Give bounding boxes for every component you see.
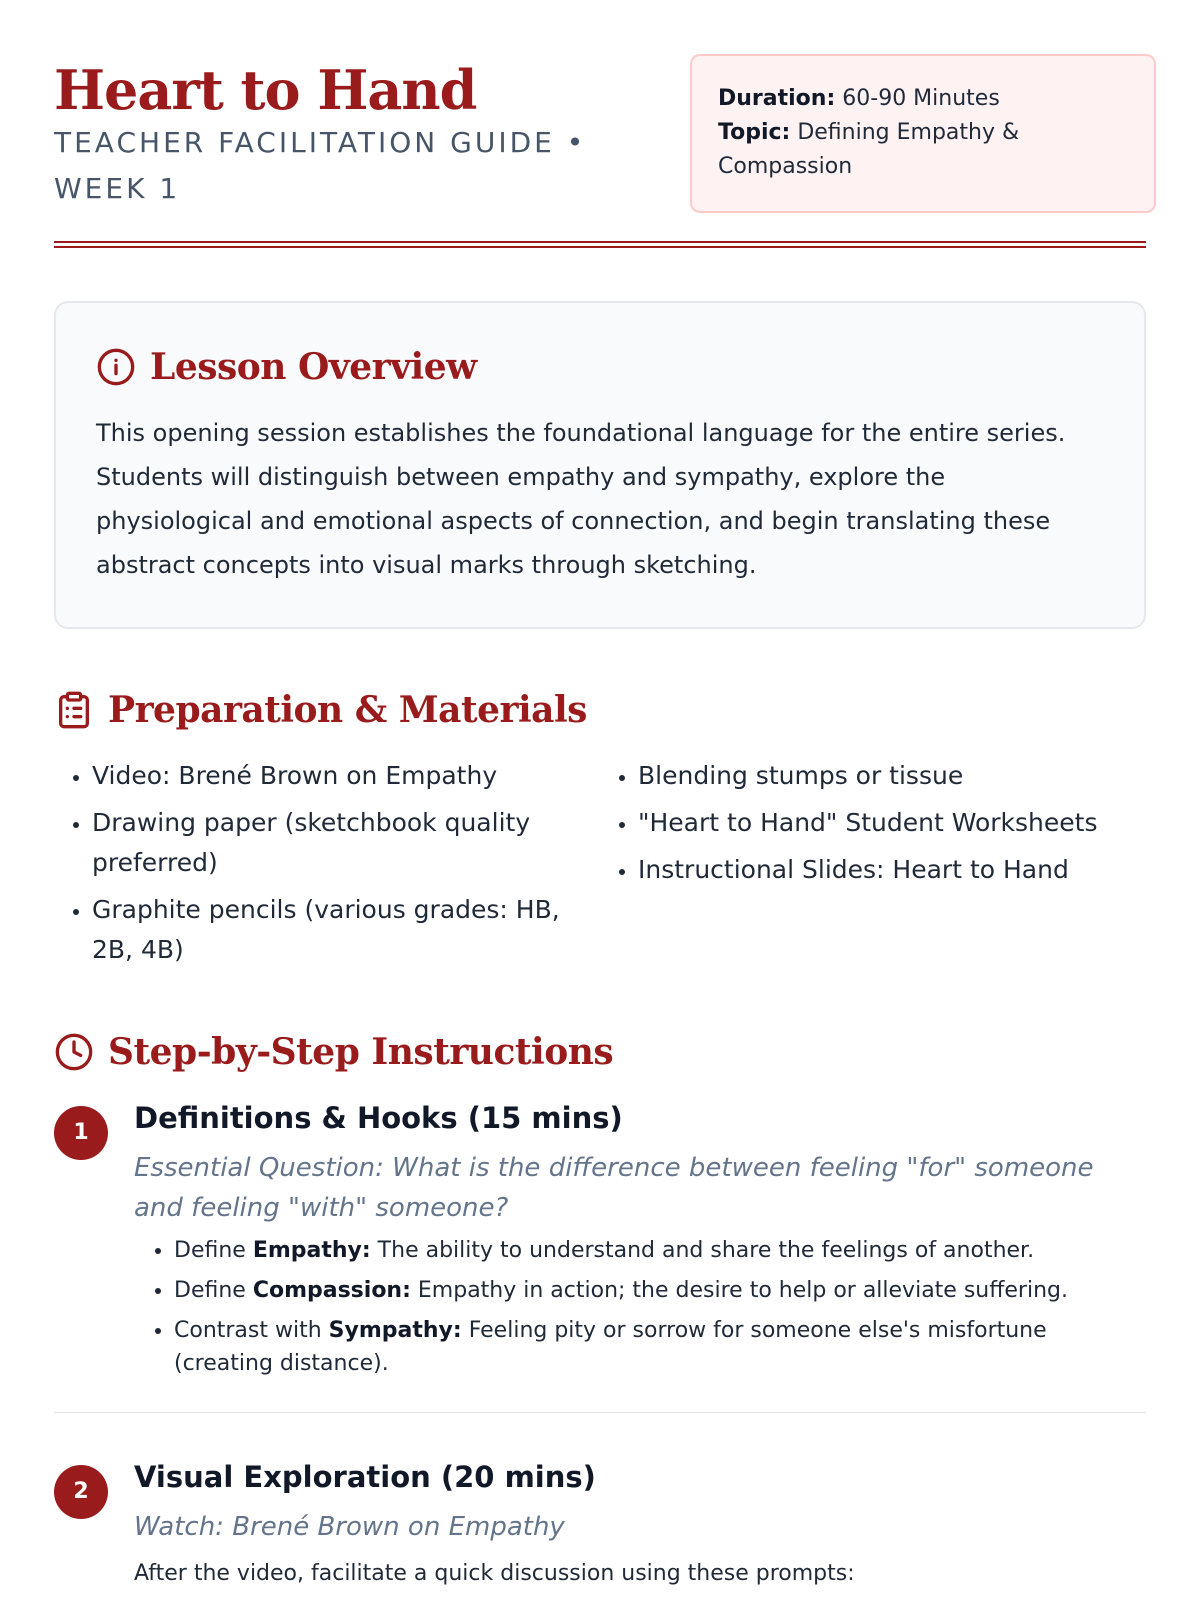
material-item: • Instructional Slides: Heart to Hand bbox=[638, 850, 1146, 890]
material-item: • Blending stumps or tissue bbox=[638, 756, 1146, 796]
material-item: • Video: Brené Brown on Empathy bbox=[92, 756, 600, 796]
info-circle-icon bbox=[96, 347, 136, 387]
watch-prompt: Watch: Brené Brown on Empathy bbox=[134, 1512, 565, 1542]
facilitation-guide-page bbox=[54, 0, 1146, 1600]
step-title: Visual Exploration (20 mins) bbox=[134, 1460, 596, 1494]
header-divider-bottom bbox=[54, 246, 1146, 248]
materials-list-right bbox=[600, 756, 1146, 977]
bullet-text: Feeling pity or sorrow for someone else's misfortune (creating distance). bbox=[174, 1318, 1047, 1376]
bullet-term: Sympathy: bbox=[328, 1318, 462, 1343]
guide-title: Heart to Hand bbox=[54, 58, 477, 122]
header-divider-top bbox=[54, 241, 1146, 243]
materials-heading: Preparation & Materials bbox=[108, 689, 587, 731]
guide-subtitle: TEACHER FACILITATION GUIDE • WEEK 1 bbox=[54, 126, 587, 205]
step-bullet bbox=[174, 1234, 1146, 1267]
step-number-badge: 1 bbox=[54, 1106, 108, 1160]
duration-label: Duration: bbox=[718, 86, 836, 111]
discussion-intro: After the video, facilitate a quick discussion using these prompts: bbox=[134, 1561, 855, 1586]
materials-heading-row bbox=[54, 686, 1146, 734]
step-1 bbox=[54, 1076, 1146, 1380]
step-bullet bbox=[174, 1274, 1146, 1307]
overview-heading-row bbox=[96, 343, 1104, 391]
bullet-term: Empathy: bbox=[252, 1238, 371, 1263]
bullet-prefix: Contrast with bbox=[174, 1318, 329, 1343]
bullet-prefix: Define bbox=[174, 1238, 253, 1263]
instructions-heading: Step-by-Step Instructions bbox=[108, 1031, 614, 1073]
bullet-text: Empathy in action; the desire to help or alleviate suffering. bbox=[410, 1278, 1068, 1303]
essential-question: Essential Question: What is the difference between feeling "for" someone and feeling "with" someone? bbox=[134, 1153, 1094, 1223]
duration-line bbox=[718, 82, 1128, 116]
step-title: Definitions & Hooks (15 mins) bbox=[134, 1101, 623, 1135]
materials-section bbox=[54, 686, 1146, 977]
instructions-section bbox=[54, 1028, 1146, 1590]
materials-columns bbox=[54, 756, 1146, 977]
material-item: • Graphite pencils (various grades: HB, 2B, 4B) bbox=[92, 890, 600, 970]
step-divider bbox=[54, 1412, 1146, 1413]
instructions-heading-row bbox=[54, 1028, 1146, 1076]
topic-line bbox=[718, 116, 1128, 184]
overview-heading: Lesson Overview bbox=[150, 346, 477, 388]
bullet-text: The ability to understand and share the feelings of another. bbox=[370, 1238, 1035, 1263]
step-2 bbox=[54, 1435, 1146, 1590]
material-item: • "Heart to Hand" Student Worksheets bbox=[638, 803, 1146, 843]
lesson-meta-box bbox=[690, 54, 1156, 213]
topic-value: Defining Empathy & Compassion bbox=[718, 120, 1020, 179]
clock-icon bbox=[54, 1032, 94, 1072]
lesson-overview-card bbox=[54, 301, 1146, 629]
material-item: • Drawing paper (sketchbook quality preferred) bbox=[92, 803, 600, 883]
guide-header bbox=[54, 0, 1146, 250]
step-number-badge: 2 bbox=[54, 1465, 108, 1519]
overview-body: This opening session establishes the foundational language for the entire series. Students will distinguish between empathy and sympathy, explore the physiological and emotional aspects of connection, and begin translating these abstract concepts into visual marks through sketching. bbox=[96, 419, 1066, 579]
topic-label: Topic: bbox=[718, 120, 791, 145]
step-1-bullets bbox=[134, 1234, 1146, 1380]
clipboard-list-icon bbox=[54, 690, 94, 730]
bullet-prefix: Define bbox=[174, 1278, 253, 1303]
step-bullet bbox=[174, 1314, 1146, 1380]
materials-list-left bbox=[54, 756, 600, 977]
bullet-term: Compassion: bbox=[252, 1278, 411, 1303]
duration-value: 60-90 Minutes bbox=[842, 86, 1000, 111]
